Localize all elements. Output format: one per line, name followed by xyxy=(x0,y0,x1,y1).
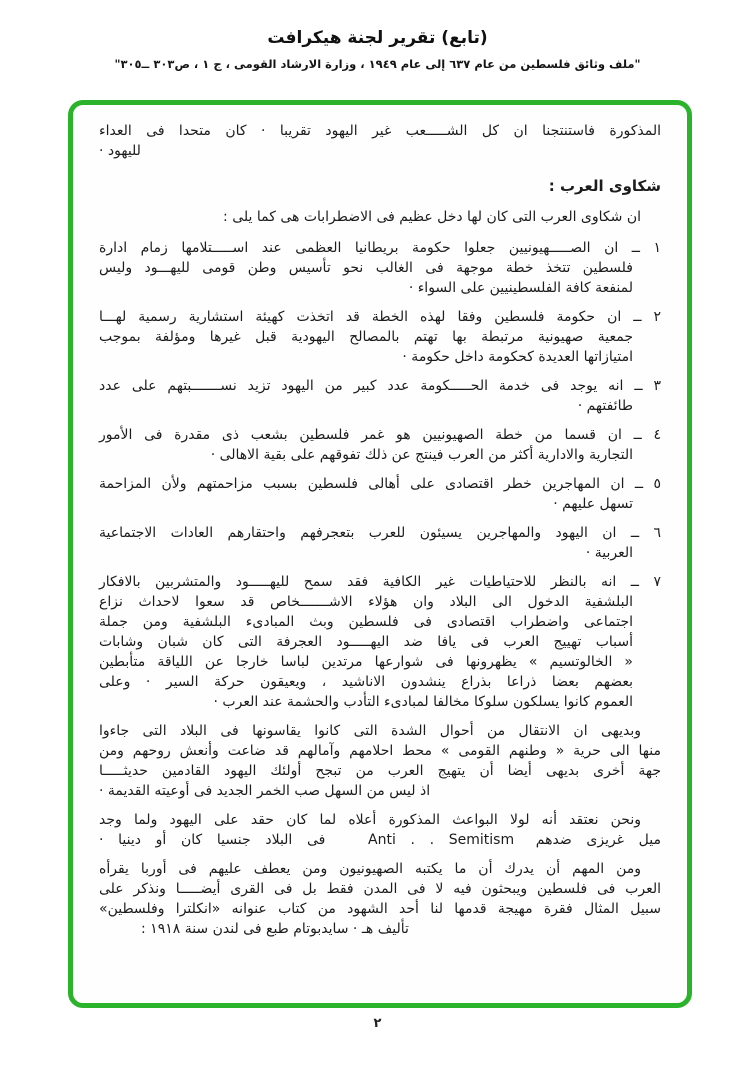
text-line: منها الى حرية « وطنهم القومى » محط احلامهم وآمالهم قد ضاعت وأنعش روحهم ومن xyxy=(99,743,661,759)
text-line: ١ ــ ان الصـــــهيونيين جعلوا حكومة بريطانيا العظمى عند اســـــتلامها زمام ادارة xyxy=(99,240,661,256)
text-line: ٢ ــ ان حكومة فلسطين وفقا لهذه الخطة قد اتخذت كهيئة استشارية رسمية لهـــا xyxy=(99,309,661,325)
text-line: ان شكاوى العرب التى كان لها دخل عظيم فى الاضطرابات هى كما يلى : xyxy=(223,209,641,225)
list-item xyxy=(99,572,661,712)
text-line: ومن المهم أن يدرك أن ما يكتبه الصهيونيون ومن يعطف عليهم فى أوربا يقرأه xyxy=(99,861,641,877)
text-line: تسهل عليهم · xyxy=(553,496,633,512)
text-line: ميل غريزى ضدهم Anti . . Semitism فى البلاد جنسيا كان أو دينيا · xyxy=(99,832,662,848)
list-item xyxy=(99,376,661,416)
text-line: ٦ ــ ان اليهود والمهاجرين يسيئون للعرب بتعجرفهم واحتقارهم العادات الاجتماعية xyxy=(99,525,661,541)
text-line: ٥ ــ ان المهاجرين خطر اقتصادى على أهالى فلسطين بسبب مزاحمتهم ولأن المزاحمة xyxy=(99,476,661,492)
text-line: العرب فى فلسطين ويبحثون فيه لا فى المدن فقط بل فى القرى أيضـــــا ونذكر على xyxy=(99,881,661,897)
text-line: اجتماعى واضطراب اقتصادى فى فلسطين وبث المبادىء البلشفية ومن جملة xyxy=(99,614,633,630)
text-line: طائفتهم · xyxy=(577,398,633,414)
text-line: التجارية والادارية أكثر من العرب فينتج عن ذلك تفوقهم على بقية الاهالى · xyxy=(210,447,633,463)
paragraph xyxy=(99,810,661,850)
paragraph xyxy=(99,207,661,227)
text-line: ٤ ــ ان قسما من خطة الصهيونيين هو غمر فلسطين بشعب ذى مقدرة فى الأمور xyxy=(99,427,661,443)
paragraph xyxy=(99,859,661,939)
list-item xyxy=(99,307,661,367)
text-line: فلسطين تتخذ خطة موجهة فى الغالب نحو تأسيس وطن قومى لليهـــود وليس xyxy=(99,260,633,276)
text-line: البلشفية الدخول الى البلاد وان هؤلاء الاشـــــــخاص قد سعوا لاحداث نزاع xyxy=(99,594,633,610)
text-line: ونحن نعتقد أنه لولا البواعث المذكورة أعلاه لما كان حقد على اليهود ولما وجد xyxy=(99,812,641,828)
document-frame xyxy=(68,100,692,1008)
paragraph xyxy=(99,721,661,801)
text-line: المذكورة فاستنتجنا ان كل الشـــــعب غير اليهود تقريبا · كان متحدا فى العداء xyxy=(99,123,661,139)
text-line: امتيازاتها العديدة كحكومة داخل حكومة · xyxy=(402,349,633,365)
report-title: (تابع) تقرير لجنة هيكرافت xyxy=(267,28,488,48)
text-line: « الخالوتسيم » يظهرونها فى شوارعها مرتدين لباسا خارجا عن اللياقة متأبطين xyxy=(99,654,633,670)
text-line: شكاوى العرب : xyxy=(548,177,661,195)
document-content xyxy=(99,121,661,939)
text-line: ٣ ــ انه يوجد فى خدمة الحـــــكومة عدد كبير من اليهود تزيد نســـــــبتهم على عدد xyxy=(99,378,661,394)
text-line: جهة أخرى بديهى أيضا أن يتهيج العرب من تبجح أولئك اليهود القادمين حديثـــــا xyxy=(99,763,661,779)
text-line: جمعية صهيونية مرتبطة بها تهتم بالمصالح اليهودية قبل غيرها ومؤلفة بموجب xyxy=(99,329,633,345)
text-line: لمنفعة كافة الفلسطينيين على السواء · xyxy=(408,280,633,296)
text-line: بعضهم بعضا ذراعا بذراع ينشدون الاناشيد ، ويعيقون حركة السير · وعلى xyxy=(99,674,633,690)
list-item xyxy=(99,238,661,298)
text-line: العربية · xyxy=(585,545,633,561)
list-item xyxy=(99,474,661,514)
text-line: سبيل المثال فقرة مهيجة قدمها لنا أحد الشهود من كتاب عنوانه «انكلترا وفلسطين» xyxy=(99,901,661,917)
text-line: ٧ ــ انه بالنظر للاحتياطيات غير الكافية فقد سمح لليهـــــود والمتشربين بالافكار xyxy=(99,574,661,590)
text-line: وبديهى ان الانتقال من أحوال الشدة التى كانوا يقاسونها فى البلاد التى جاءوا xyxy=(99,723,641,739)
source-citation: "ملف وثائق فلسطين من عام ٦٣٧ إلى عام ١٩٤٩ ، وزارة الارشاد القومى ، ج ١ ، ص٣٠٣ ــ٣٠٥" xyxy=(114,57,641,71)
text-line: اذ ليس من السهل صب الخمر الجديد فى أوعيته القديمة · xyxy=(99,783,431,799)
list-item xyxy=(99,425,661,465)
text-line: لليهود · xyxy=(99,143,141,159)
paragraph xyxy=(99,121,661,161)
text-line: العموم كانوا يسلكون سلوكا مخالفا لمبادىء التأدب والحشمة عند العرب · xyxy=(213,694,633,710)
page-number: ٢ xyxy=(373,1016,382,1031)
text-line: أسباب تهييج العرب فى يافا ضد اليهـــــود العجرفة التى كان شبان وشابات xyxy=(99,634,633,650)
section-heading xyxy=(99,176,661,196)
text-line: تأليف هـ · سايدبوتام طبع فى لندن سنة ١٩١٨ : xyxy=(141,921,409,937)
list-item xyxy=(99,523,661,563)
